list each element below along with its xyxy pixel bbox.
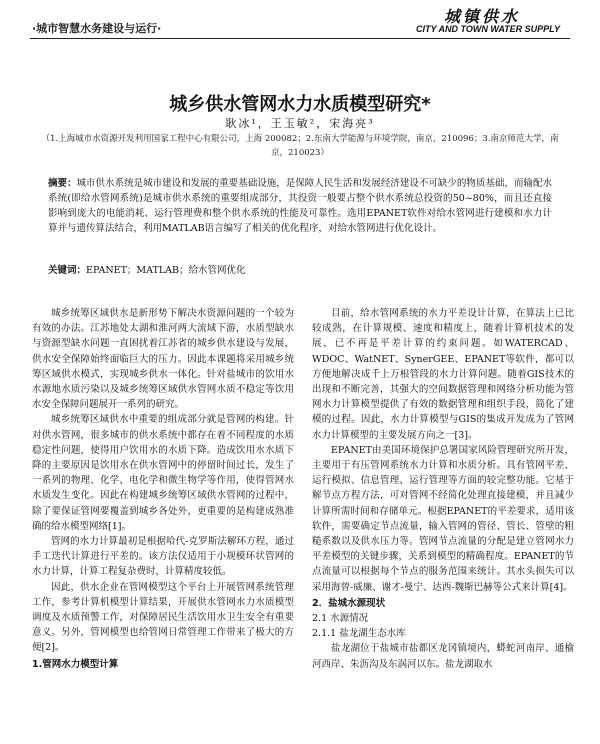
header-divider	[30, 38, 570, 39]
body-column-left	[32, 306, 294, 672]
right-paragraph: 盐龙湖位于盐城市盐都区龙冈镇境内，蟒蛇河南岸、通榆河西岸、朱沥沟及东涡河以东。盐龙湖取水	[312, 643, 574, 670]
journal-logo-en: CITY AND TOWN WATER SUPPLY	[415, 24, 560, 34]
right-subsection-heading: 2.1 水源情况	[312, 613, 369, 625]
left-paragraph: 城乡统筹区域供水是新形势下解决水资源问题的一个较为有效的办法。江苏地处太湖和淮河两大流域下游，水质型缺水与资源型缺水问题一直困扰着江苏省的城乡供水建设与发展，供水安全保障始终面临巨大的压力。因此本课题将采用城乡统筹区域供水模式，实现城乡供水一体化。针对盐城市的饮用水水源地水质污染以及城乡统筹区域供水管网水质不稳定等饮用水安全保障问题展开一系列的研究。	[32, 308, 294, 411]
keywords-text: EPANET；MATLAB；给水管网优化	[86, 265, 246, 276]
left-section-heading: 1.管网水力模型计算	[32, 658, 119, 670]
right-paragraph: EPANET由美国环境保护总署国家风险管理研究所开发，主要用于有压管网系统水力计算和水质分析。具有管网平差、运行模拟、信息管理、运行管理等方面的较完整功能。它基于解节点方程方法，可对管网不经简化处理直接建模，并且减少计算所需时间和存储单元。根据EPANET的平差要求，适用该软件，需要确定节点流量，输入管网的管径、管长、管壁的粗糙系数以及供水压力等。管网节点流量的分配是建立管网水力平差模型的关键步骤，关系到模型的精确程度。EPANET的节点流量可以根据每个节点的服务范围来统计。其水头损失可以采用海曾-威廉、谢才-曼宁、达西-魏斯巴赫等公式来计算[4]。	[312, 444, 574, 593]
right-subsubsection-heading: 2.1.1 盐龙湖生态水库	[312, 628, 406, 640]
section-header: ·城市智慧水务建设与运行·	[32, 22, 162, 35]
left-paragraph: 城乡统筹区域供水中重要的组成部分就是管网的构建。针对供水管网，很多城市的供水系统中都存在着不同程度的水质稳定性问题，使得用户饮用水的水质下降。造成饮用水水质下降的主要原因是饮用水在供水管网中的停留时间过长，发生了一系列的物理、化学、电化学和微生物学等作用，使得管网水水质发生变化。因此在构建城乡统筹区域供水管网的过程中，除了要保证管网要覆盖到城乡各处外，更重要的是构建成熟准确的给水模型网络[1]。	[32, 414, 294, 532]
article-affiliation: （1.上海城市水资源开发利用国家工程中心有限公司，上海 200082；2.东南大学能源与环境学院，南京，210096；3.南京师范大学，南京，210023）	[41, 134, 559, 158]
abstract-text: 城市供水系统是城市建设和发展的重要基础设施，是保障人民生活和发展经济建设不可缺少的物质基础，而输配水系统(即给水管网系统)是城市供水系统的重要组成部分，其投资一般要占整个供水系统总投资的50~80%，而且还直接影响到庞大的电能消耗、运行管理费和整个供水系统的性能及可靠性。选用EPANET软件对给水管网进行建模和水力计算并与遗传算法结合，利用MATLAB语言编写了相关的优化程序，对给水管网进行优化设计。	[48, 178, 552, 234]
abstract-label: 摘要：	[48, 178, 77, 189]
right-section-heading: 2．盐城水源现状	[312, 597, 386, 609]
article-authors: 耿冰¹，王玉敏²，宋海亮³	[225, 117, 375, 130]
left-paragraph: 因此，供水企业在管网模型这个平台上开展管网系统管理工作，参考计算机模型计算结果，开展供水管网水力水质模型调度及水质预警工作，对保障居民生活饮用水卫生安全有重要意义。另外，管网模型也给管网日常管理工作带来了极大的方便[2]。	[32, 581, 294, 654]
right-paragraph: 目前，给水管网系统的水力平差设计计算，在算法上已比较成熟，在计算规模、速度和精度上，随着计算机技术的发展，已不再是平差计算的约束问题。如WATERCAD、WDOC、WatNET、SynerGEE、EPANET等软件，都可以方便地解决成千上万根管段的水力计算问题。随着GIS技术的出现和不断完善，其强大的空间数据管理和网络分析功能为管网水力计算模型提供了有效的数据管理和组织手段，简化了建模的过程。因此，水力计算模型与GIS的集成开发成为了管网水力计算模型的主要发展方向之一[3]。	[312, 308, 574, 441]
body-column-right	[312, 306, 574, 672]
abstract	[48, 176, 552, 236]
keywords	[48, 262, 552, 276]
journal-logo-cn: 城镇供水	[443, 7, 520, 26]
article-title: 城乡供水管网水力水质模型研究*	[169, 94, 431, 115]
left-paragraph: 管网的水力计算最初是根据哈代-克罗斯法解环方程，通过手工迭代计算进行平差的。该方法仅适用于小规模环状管网的水力计算，计算工程复杂费时，计算精度较低。	[32, 536, 294, 578]
keywords-label: 关键词：	[48, 265, 87, 276]
